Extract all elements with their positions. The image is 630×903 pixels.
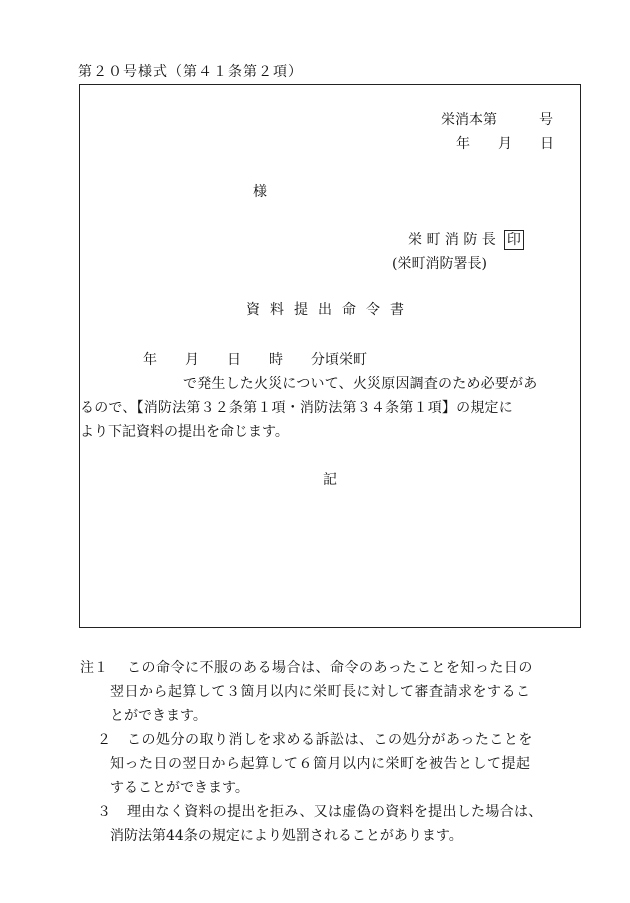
note-3-line-2: 消防法第44条の規定により処罰されることがあります。 xyxy=(110,828,463,844)
form-identifier: 第２０号様式（第４１条第２項） xyxy=(78,64,303,80)
seal-stamp: 印 xyxy=(504,230,524,250)
note-1-line-2: 翌日から起算して３箇月以内に栄町長に対して審査請求をするこ xyxy=(110,684,531,700)
issuer-subtitle: (栄町消防署長) xyxy=(392,256,487,272)
note-1-number: 注１ xyxy=(80,660,108,676)
body-line-3: るので、【消防法第３２条第１項・消防法第３４条第１項】の規定に xyxy=(80,400,513,416)
document-number: 栄消本第 号 xyxy=(441,112,553,128)
ki-marker: 記 xyxy=(323,472,337,488)
issuer-title: 栄 町 消 防 長 xyxy=(408,232,496,248)
note-2-line-2: 知った日の翌日から起算して６箇月以内に栄町を被告として提起 xyxy=(110,756,531,772)
document-date: 年 月 日 xyxy=(456,136,554,152)
note-1-line-1: この命令に不服のある場合は、命令のあったことを知った日の xyxy=(127,660,533,676)
document-title: 資料提出命令書 xyxy=(246,302,414,318)
body-line-2: で発生した火災について、火災原因調査のため必要があ xyxy=(183,376,538,392)
note-2-line-3: することができます。 xyxy=(110,780,249,796)
issuer-line xyxy=(408,230,524,250)
note-1-line-3: とができます。 xyxy=(110,708,207,724)
note-3-number: ３ xyxy=(97,804,111,820)
body-line-4: より下記資料の提出を命じます。 xyxy=(80,424,289,440)
body-line-1: 年 月 日 時 分頃栄町 xyxy=(143,352,367,368)
note-2-line-1: この処分の取り消しを求める訴訟は、この処分があったことを xyxy=(127,732,533,748)
recipient-suffix: 様 xyxy=(253,184,267,200)
note-3-line-1: 理由なく資料の提出を拒み、又は虚偽の資料を提出した場合は、 xyxy=(127,804,543,820)
note-2-number: ２ xyxy=(97,732,111,748)
